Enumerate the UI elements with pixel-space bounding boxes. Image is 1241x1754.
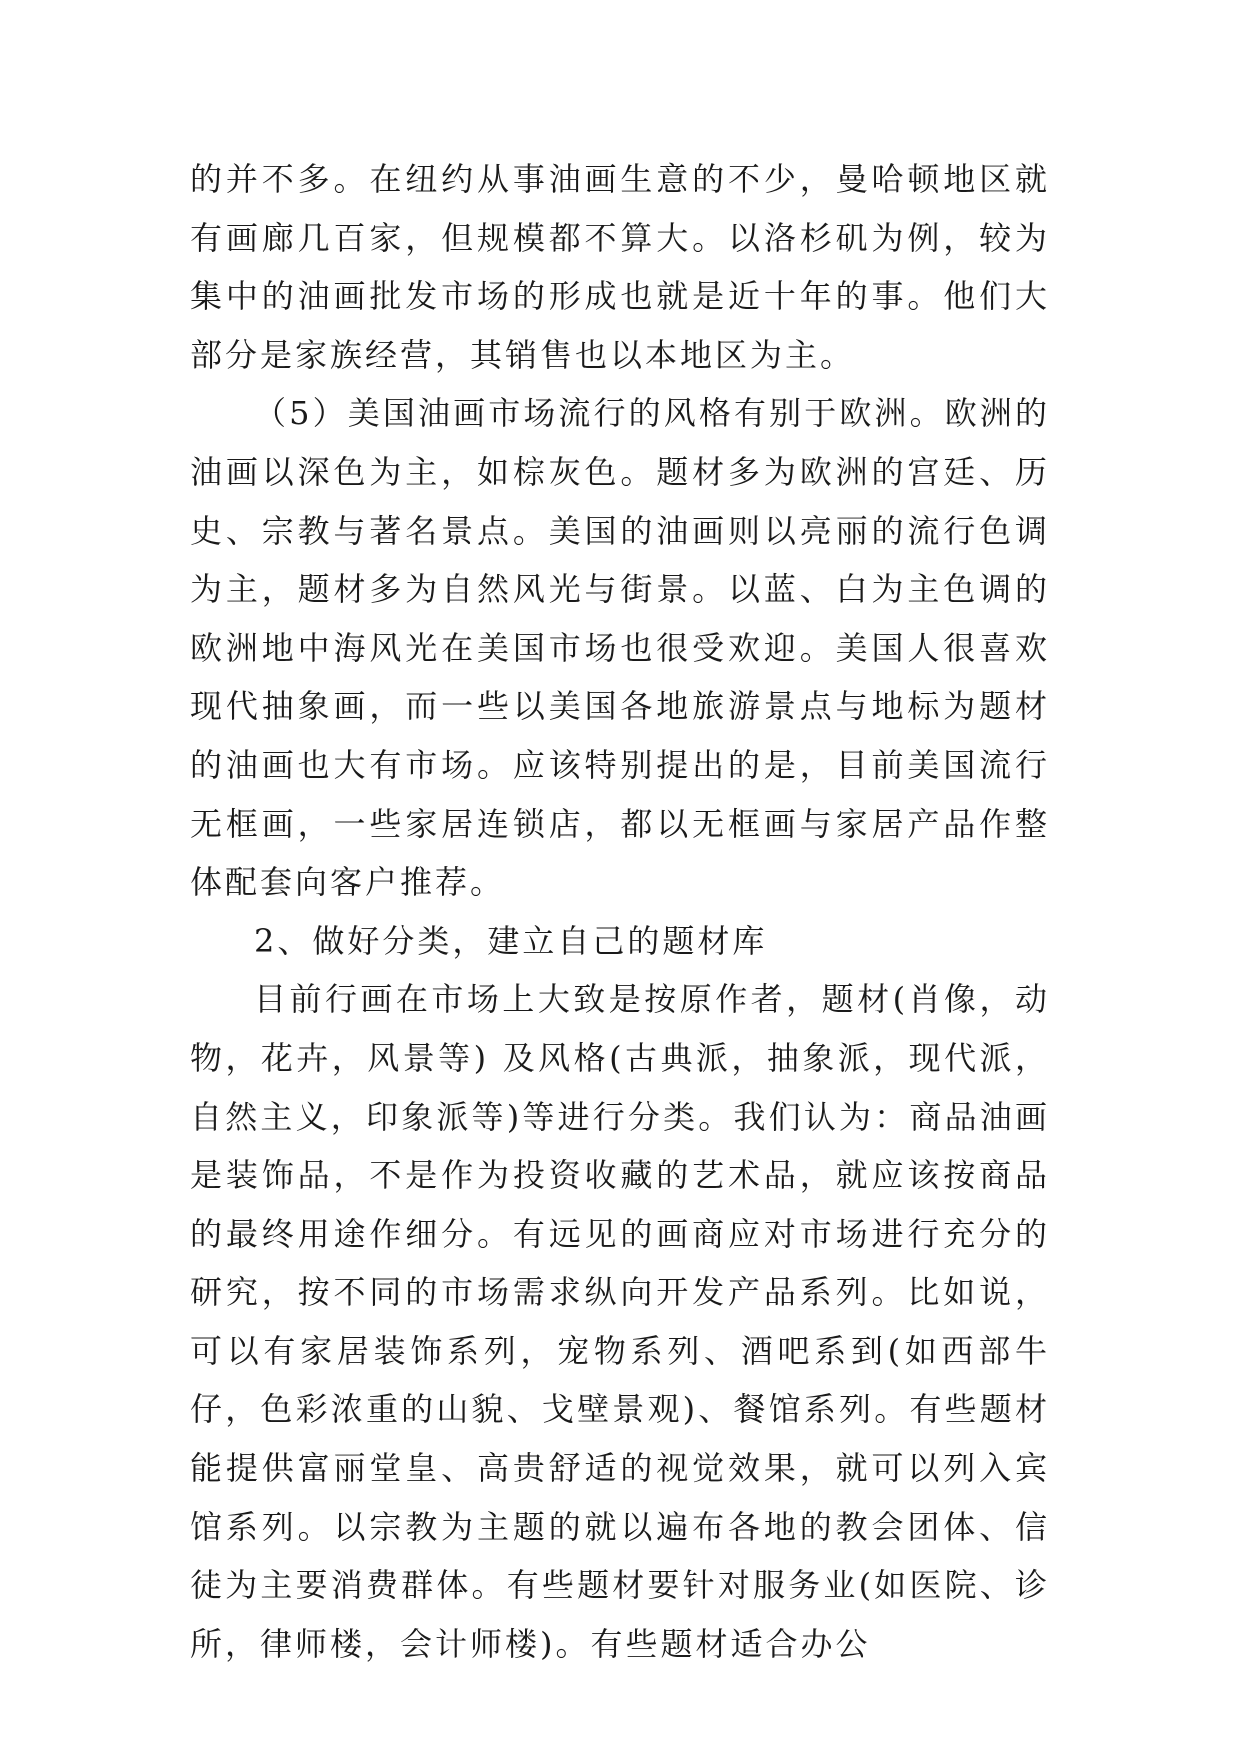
body-text (190, 150, 1050, 1673)
paragraph-classification: 目前行画在市场上大致是按原作者，题材(肖像，动物，花卉，风景等) 及风格(古典派，抽象派，现代派，自然主义，印象派等)等进行分类。我们认为：商品油画是装饰品，不是作为投资收藏的艺术品，就应该按商品的最终用途作细分。有远见的画商应对市场进行充分的研究，按不同的市场需求纵向开发产品系列。比如说，可以有家居装饰系列，宠物系列、酒吧系到(如西部牛仔，色彩浓重的山貌、戈壁景观)、餐馆系列。有些题材能提供富丽堂皇、高贵舒适的视觉效果，就可以列入宾馆系列。以宗教为主题的就以遍布各地的教会团体、信徒为主要消费群体。有些题材要针对服务业(如医院、诊所，律师楼，会计师楼)。有些题材适合办公 (190, 980, 1050, 1663)
paragraph-us-style: （5）美国油画市场流行的风格有别于欧洲。欧洲的油画以深色为主，如棕灰色。题材多为欧洲的宫廷、历史、宗教与著名景点。美国的油画则以亮丽的流行色调为主，题材多为自然风光与街景。以蓝、白为主色调的欧洲地中海风光在美国市场也很受欢迎。美国人很喜欢现代抽象画，而一些以美国各地旅游景点与地标为题材的油画也大有市场。应该特别提出的是，目前美国流行无框画，一些家居连锁店，都以无框画与家居产品作整体配套向客户推荐。 (190, 394, 1050, 902)
paragraph-continuation: 的并不多。在纽约从事油画生意的不少，曼哈顿地区就有画廊几百家，但规模都不算大。以洛杉矶为例，较为集中的油画批发市场的形成也就是近十年的事。他们大部分是家族经营，其销售也以本地区为主。 (190, 160, 1050, 374)
section-heading: 2、做好分类，建立自己的题材库 (254, 921, 768, 960)
